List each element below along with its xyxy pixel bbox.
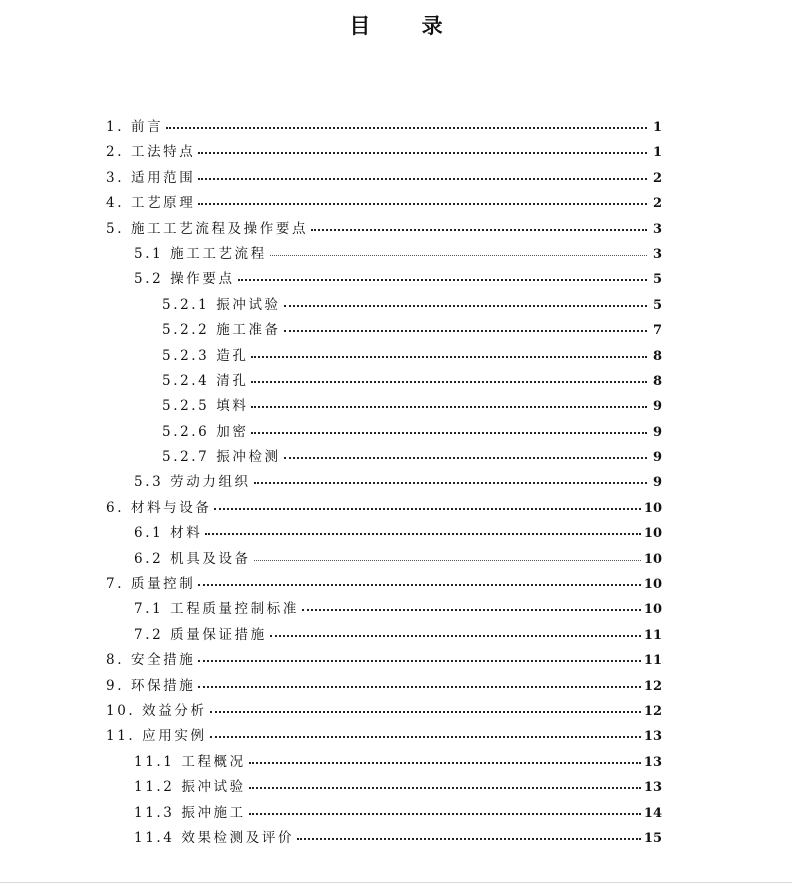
toc-entry-page: 11	[643, 627, 662, 643]
toc-entry[interactable]	[106, 420, 662, 445]
dot-leader	[254, 560, 641, 561]
toc-entry-page: 12	[643, 703, 662, 719]
toc-entry-label: 1. 前言	[106, 119, 164, 135]
toc-entry-label: 2. 工法特点	[106, 144, 196, 161]
page-title: 目 录	[349, 13, 465, 38]
toc-entry-label: 5.2.3 造孔	[162, 347, 249, 364]
toc-entry[interactable]	[106, 496, 662, 521]
dot-leader	[249, 762, 641, 764]
toc-entry-label: 6.1 材料	[134, 525, 203, 542]
toc-entry-label: 5.1 施工工艺流程	[134, 245, 267, 262]
toc-entry-page: 10	[643, 551, 662, 567]
toc-entry-page: 3	[652, 246, 662, 262]
dot-leader	[198, 660, 641, 662]
toc-entry-page: 10	[643, 500, 662, 516]
toc-entry-page: 9	[652, 424, 662, 440]
dot-leader	[284, 330, 647, 332]
dot-leader	[198, 584, 641, 586]
toc-entry-page: 11	[643, 653, 662, 669]
dot-leader	[251, 356, 647, 358]
toc-entry[interactable]	[106, 191, 662, 216]
dot-leader	[214, 508, 640, 510]
dot-leader	[302, 609, 641, 611]
toc-entry-page: 15	[643, 830, 662, 846]
toc-entry-label: 11. 应用实例	[106, 728, 207, 745]
toc-entry-page: 10	[643, 526, 662, 542]
toc-entry-label: 4. 工艺原理	[106, 195, 196, 212]
dot-leader	[270, 635, 641, 637]
toc-entry[interactable]	[106, 521, 662, 546]
dot-leader	[284, 457, 647, 459]
toc-entry[interactable]	[106, 470, 662, 495]
toc-entry-page: 2	[652, 170, 662, 186]
toc-entry-label: 10. 效益分析	[106, 702, 207, 719]
toc-entry-label: 5.2.5 填料	[162, 398, 249, 415]
toc-entry-page: 8	[652, 348, 662, 364]
toc-entry-label: 5.2.1 振冲试验	[162, 296, 281, 313]
toc-entry[interactable]	[106, 724, 662, 749]
toc-entry-label: 5.3 劳动力组织	[134, 474, 251, 491]
toc-entry-page: 9	[652, 475, 662, 491]
toc-entry[interactable]	[106, 597, 662, 622]
toc-entry-page: 14	[643, 805, 662, 821]
dot-leader	[198, 203, 647, 205]
dot-leader	[251, 432, 647, 434]
toc-entry-page: 1	[652, 145, 662, 161]
toc-entry[interactable]	[106, 750, 662, 775]
toc-entry-label: 11.3 振冲施工	[134, 804, 246, 821]
toc-entry[interactable]	[106, 572, 662, 597]
toc-entry[interactable]	[106, 217, 662, 242]
toc-entry[interactable]	[106, 394, 662, 419]
toc-entry[interactable]	[106, 293, 662, 318]
toc-entry-label: 5.2.6 加密	[162, 423, 249, 440]
toc-entry[interactable]	[106, 318, 662, 343]
toc-entry[interactable]	[106, 674, 662, 699]
toc-entry[interactable]	[106, 344, 662, 369]
toc-entry-page: 9	[652, 399, 662, 415]
dot-leader	[251, 406, 647, 408]
toc-entry-page: 5	[652, 297, 662, 313]
toc-entry[interactable]	[106, 115, 662, 140]
toc-entry-label: 11.1 工程概况	[134, 753, 246, 770]
toc-entry-page: 5	[652, 272, 662, 288]
toc-entry-page: 13	[643, 780, 662, 796]
dot-leader	[166, 127, 647, 129]
dot-leader	[249, 787, 641, 789]
toc-entry-label: 9. 环保措施	[106, 677, 196, 694]
dot-leader	[210, 711, 641, 713]
toc-entry-label: 5.2.4 清孔	[162, 372, 249, 389]
dot-leader	[297, 838, 641, 840]
toc-entry[interactable]	[106, 547, 662, 572]
toc-entry-label: 5.2 操作要点	[134, 271, 235, 288]
toc-entry[interactable]	[106, 166, 662, 191]
toc-entry[interactable]	[106, 369, 662, 394]
table-of-contents	[106, 115, 662, 851]
toc-entry-label: 7.1 工程质量控制标准	[134, 601, 299, 618]
dot-leader	[198, 686, 641, 688]
toc-entry-page: 1	[652, 120, 662, 135]
dot-leader	[270, 255, 647, 256]
toc-entry[interactable]	[106, 801, 662, 826]
dot-leader	[249, 813, 641, 815]
toc-entry-page: 10	[643, 577, 662, 593]
toc-entry-label: 3. 适用范围	[106, 169, 196, 186]
toc-entry-label: 7.2 质量保证措施	[134, 626, 267, 643]
toc-entry-label: 8. 安全措施	[106, 652, 196, 669]
dot-leader	[251, 381, 647, 383]
dot-leader	[284, 305, 647, 307]
toc-entry-page: 13	[643, 754, 662, 770]
toc-entry-page: 9	[652, 450, 662, 466]
toc-entry-label: 11.4 效果检测及评价	[134, 829, 295, 846]
toc-entry-page: 8	[652, 373, 662, 389]
dot-leader	[205, 533, 641, 535]
toc-entry-page: 13	[643, 729, 662, 745]
toc-entry-label: 5. 施工工艺流程及操作要点	[106, 220, 309, 237]
toc-entry-page: 7	[652, 323, 662, 339]
toc-entry[interactable]	[106, 648, 662, 673]
toc-entry[interactable]	[106, 140, 662, 165]
dot-leader	[210, 736, 641, 738]
toc-entry[interactable]	[106, 623, 662, 648]
dot-leader	[254, 482, 647, 484]
toc-entry[interactable]	[106, 699, 662, 724]
toc-entry-label: 11.2 振冲试验	[134, 779, 246, 796]
toc-entry-page: 3	[652, 221, 662, 237]
toc-entry-label: 5.2.7 振冲检测	[162, 449, 281, 466]
toc-entry-page: 12	[643, 678, 662, 694]
toc-entry[interactable]	[106, 775, 662, 800]
toc-entry[interactable]	[106, 445, 662, 470]
toc-entry-page: 10	[643, 602, 662, 618]
dot-leader	[198, 178, 647, 180]
toc-entry-label: 6. 材料与设备	[106, 499, 212, 516]
dot-leader	[238, 279, 647, 281]
toc-entry-page: 2	[652, 196, 662, 212]
dot-leader	[311, 229, 647, 231]
toc-entry[interactable]	[106, 826, 662, 851]
toc-entry[interactable]	[106, 267, 662, 292]
toc-entry-label: 5.2.2 施工准备	[162, 322, 281, 339]
toc-entry[interactable]	[106, 242, 662, 267]
toc-entry-label: 6.2 机具及设备	[134, 550, 251, 567]
dot-leader	[198, 152, 647, 154]
toc-entry-label: 7. 质量控制	[106, 576, 196, 593]
